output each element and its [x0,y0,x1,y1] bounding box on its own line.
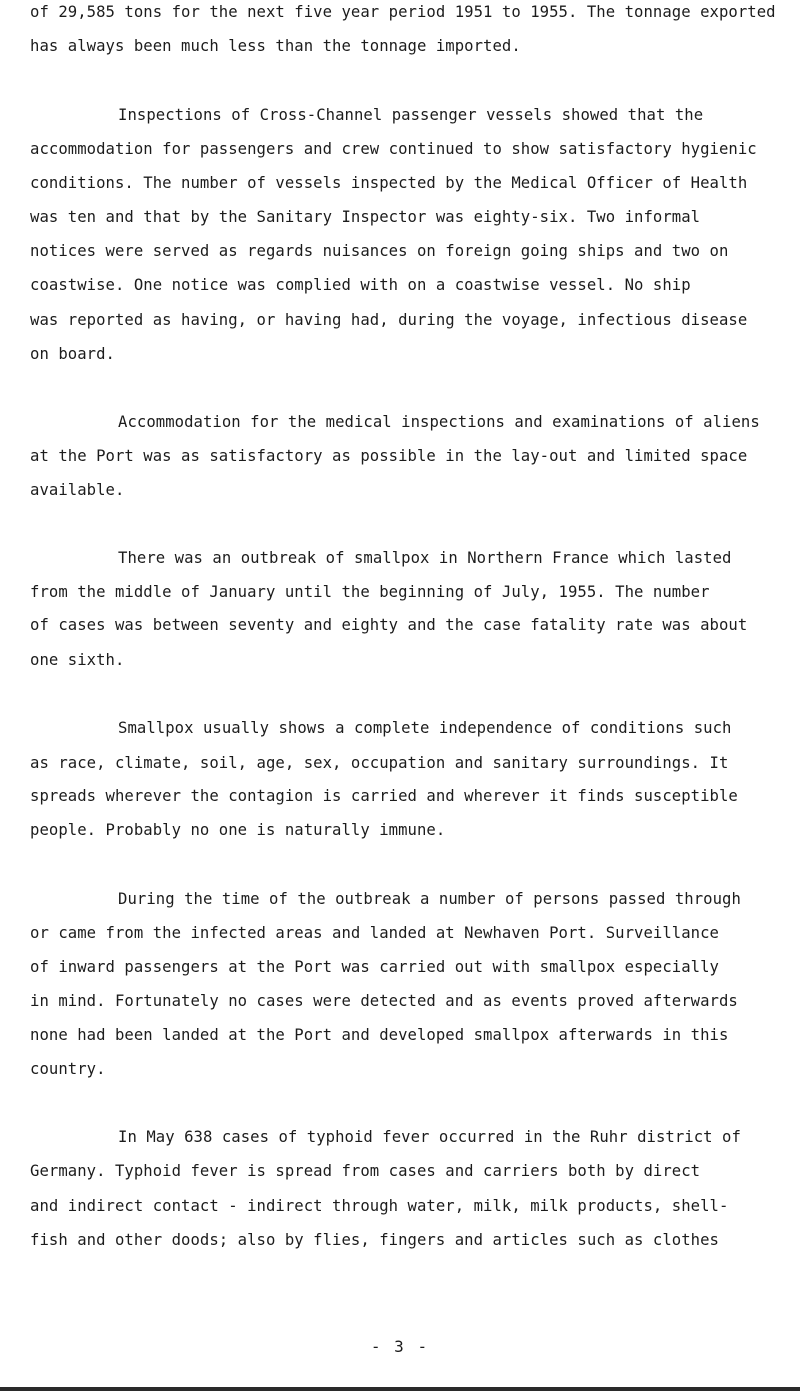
paragraph-3-line-2: at the Port was as satisfactory as possible in the lay-out and limited space [30,446,748,465]
paragraph-1-line-2: has always been much less than the tonnage imported. [30,37,521,55]
paragraph-2-line-7: was reported as having, or having had, during the voyage, infectious disease [30,310,748,329]
paragraph-7-line-1: In May 638 cases of typhoid fever occurred in the Ruhr district of [118,1128,741,1147]
paragraph-2-line-1: Inspections of Cross-Channel passenger vessels showed that the [118,105,704,124]
paragraph-2-line-6: coastwise. One notice was complied with on a coastwise vessel. No ship [30,276,691,295]
paragraph-2-line-8: on board. [30,344,115,363]
paragraph-6-line-4: in mind. Fortunately no cases were detected and as events proved afterwards [30,991,738,1010]
paragraph-6-line-1: During the time of the outbreak a number of persons passed through [118,889,741,908]
paragraph-7-line-4: fish and other doods; also by flies, fingers and articles such as clothes [30,1231,719,1249]
paragraph-4-line-1: There was an outbreak of smallpox in Northern France which lasted [118,548,732,567]
paragraph-5-line-2: as race, climate, soil, age, sex, occupation and sanitary surroundings. It [30,753,729,772]
paragraph-2-line-2: accommodation for passengers and crew continued to show satisfactory hygienic [30,139,757,158]
page-number: - 3 - [370,1337,430,1356]
paragraph-4-line-3: of cases was between seventy and eighty and the case fatality rate was about [30,616,748,635]
paragraph-6-line-2: or came from the infected areas and landed at Newhaven Port. Surveillance [30,924,719,943]
paragraph-5-line-3: spreads wherever the contagion is carried and wherever it finds susceptible [30,787,738,805]
paragraph-1-line-1: of 29,585 tons for the next five year period 1951 to 1955. The tonnage exported [30,2,776,21]
paragraph-6-line-6: country. [30,1060,106,1079]
paragraph-2-line-3: conditions. The number of vessels inspected by the Medical Officer of Health [30,174,748,193]
paragraph-5-line-1: Smallpox usually shows a complete independence of conditions such [118,719,732,738]
paragraph-6-line-5: none had been landed at the Port and developed smallpox afterwards in this [30,1026,729,1045]
paragraph-3-line-1: Accommodation for the medical inspections and examinations of aliens [118,412,760,431]
paragraph-2-line-4: was ten and that by the Sanitary Inspector was eighty-six. Two informal [30,207,701,226]
paragraph-7-line-3: and indirect contact - indirect through water, milk, milk products, shell- [30,1196,729,1215]
bottom-edge-divider [0,1387,800,1391]
paragraph-4-line-4: one sixth. [30,650,125,669]
paragraph-7-line-2: Germany. Typhoid fever is spread from cases and carriers both by direct [30,1162,701,1181]
paragraph-3-line-3: available. [30,481,125,499]
paragraph-5-line-4: people. Probably no one is naturally immune. [30,821,446,840]
paragraph-6-line-3: of inward passengers at the Port was carried out with smallpox especially [30,957,719,976]
paragraph-2-line-5: notices were served as regards nuisances on foreign going ships and two on [30,241,729,260]
paragraph-4-line-2: from the middle of January until the beginning of July, 1955. The number [30,583,710,601]
